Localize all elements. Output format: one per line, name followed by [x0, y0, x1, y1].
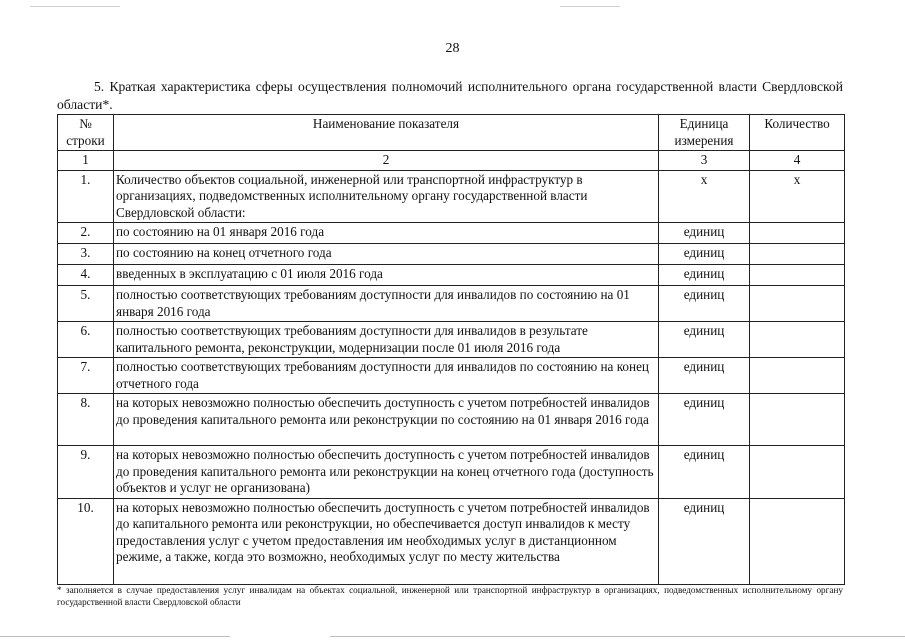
unit-cell: единиц — [659, 394, 750, 446]
indicator-name: на которых невозможно полностью обеспечить доступность с учетом потребностей инвалидов до проведения капитального ремонта или реконструкции на конец отчетного года (доступность объектов и услуг не организована) — [114, 446, 659, 499]
unit-cell: х — [659, 170, 750, 223]
table-row — [58, 358, 845, 394]
table-row — [58, 498, 845, 584]
unit-cell: единиц — [659, 244, 750, 265]
row-number: 5. — [58, 286, 114, 322]
unit-cell: единиц — [659, 223, 750, 244]
table-row — [58, 244, 845, 265]
unit-cell: единиц — [659, 446, 750, 499]
page-number: 28 — [445, 41, 460, 56]
quantity-cell — [750, 446, 845, 499]
unit-cell: единиц — [659, 358, 750, 394]
quantity-cell — [750, 498, 845, 584]
unit-cell: единиц — [659, 498, 750, 584]
table-row — [58, 223, 845, 244]
quantity-cell — [750, 322, 845, 358]
quantity-cell — [750, 244, 845, 265]
row-number: 8. — [58, 394, 114, 446]
top-scan-line-left — [30, 6, 120, 7]
footnote: * заполняется в случае предоставления услуг инвалидам на объектах социальной, инженерной или транспортной инфраструктур в организациях, подведомственных исполнительному органу государственной власти Свердловской области — [57, 585, 843, 607]
indicator-name: на которых невозможно полностью обеспечить доступность с учетом потребностей инвалидов до капитального ремонта или реконструкции, но обеспечивается доступ инвалидов к месту предоставления услуг с учетом предоставления им необходимых услуг в дистанционном режиме, а также, когда это возможно, необходимых услуг по месту жительства — [114, 498, 659, 584]
quantity-cell: х — [750, 170, 845, 223]
section-heading: 5. Краткая характеристика сферы осуществления полномочий исполнительного органа государственной власти Свердловской области*. — [57, 79, 843, 112]
indicator-name: по состоянию на конец отчетного года — [114, 244, 659, 265]
row-number: 10. — [58, 498, 114, 584]
row-number: 7. — [58, 358, 114, 394]
table-row — [58, 446, 845, 499]
header-indicator-name: Наименование показателя — [114, 115, 659, 151]
table-header-row — [58, 115, 845, 151]
column-index: 4 — [750, 151, 845, 171]
quantity-cell — [750, 265, 845, 286]
unit-cell: единиц — [659, 265, 750, 286]
indicator-name: полностью соответствующих требованиям доступности для инвалидов по состоянию на 01 января 2016 года — [114, 286, 659, 322]
quantity-cell — [750, 394, 845, 446]
row-number: 4. — [58, 265, 114, 286]
row-number: 3. — [58, 244, 114, 265]
quantity-cell — [750, 286, 845, 322]
table-row — [58, 394, 845, 446]
quantity-cell — [750, 358, 845, 394]
indicator-name: на которых невозможно полностью обеспечить доступность с учетом потребностей инвалидов до проведения капитального ремонта или реконструкции по состоянию на 01 января 2016 года — [114, 394, 659, 446]
column-index: 1 — [58, 151, 114, 171]
unit-cell: единиц — [659, 286, 750, 322]
row-number: 6. — [58, 322, 114, 358]
header-quantity: Количество — [750, 115, 845, 151]
column-index: 3 — [659, 151, 750, 171]
indicators-table — [57, 114, 845, 585]
table-row — [58, 265, 845, 286]
top-scan-line-right — [560, 6, 620, 7]
table-row — [58, 170, 845, 223]
bottom-scan-line-right — [330, 636, 905, 637]
indicator-name: полностью соответствующих требованиям доступности для инвалидов в результате капитального ремонта, реконструкции, модернизации после 01 июля 2016 года — [114, 322, 659, 358]
row-number: 9. — [58, 446, 114, 499]
indicator-name: по состоянию на 01 января 2016 года — [114, 223, 659, 244]
row-number: 2. — [58, 223, 114, 244]
indicator-name: введенных в эксплуатацию с 01 июля 2016 года — [114, 265, 659, 286]
header-row-number: № строки — [58, 115, 114, 151]
row-number: 1. — [58, 170, 114, 223]
quantity-cell — [750, 223, 845, 244]
unit-cell: единиц — [659, 322, 750, 358]
table-row — [58, 286, 845, 322]
bottom-scan-line-left — [0, 636, 230, 637]
indicator-name: полностью соответствующих требованиям доступности для инвалидов по состоянию на конец отчетного года — [114, 358, 659, 394]
table-row — [58, 322, 845, 358]
indicator-name: Количество объектов социальной, инженерной или транспортной инфраструктур в организациях, подведомственных исполнительному органу государственной власти Свердловской области: — [114, 170, 659, 223]
column-index: 2 — [114, 151, 659, 171]
header-unit: Единица измерения — [659, 115, 750, 151]
column-index-row — [58, 151, 845, 171]
